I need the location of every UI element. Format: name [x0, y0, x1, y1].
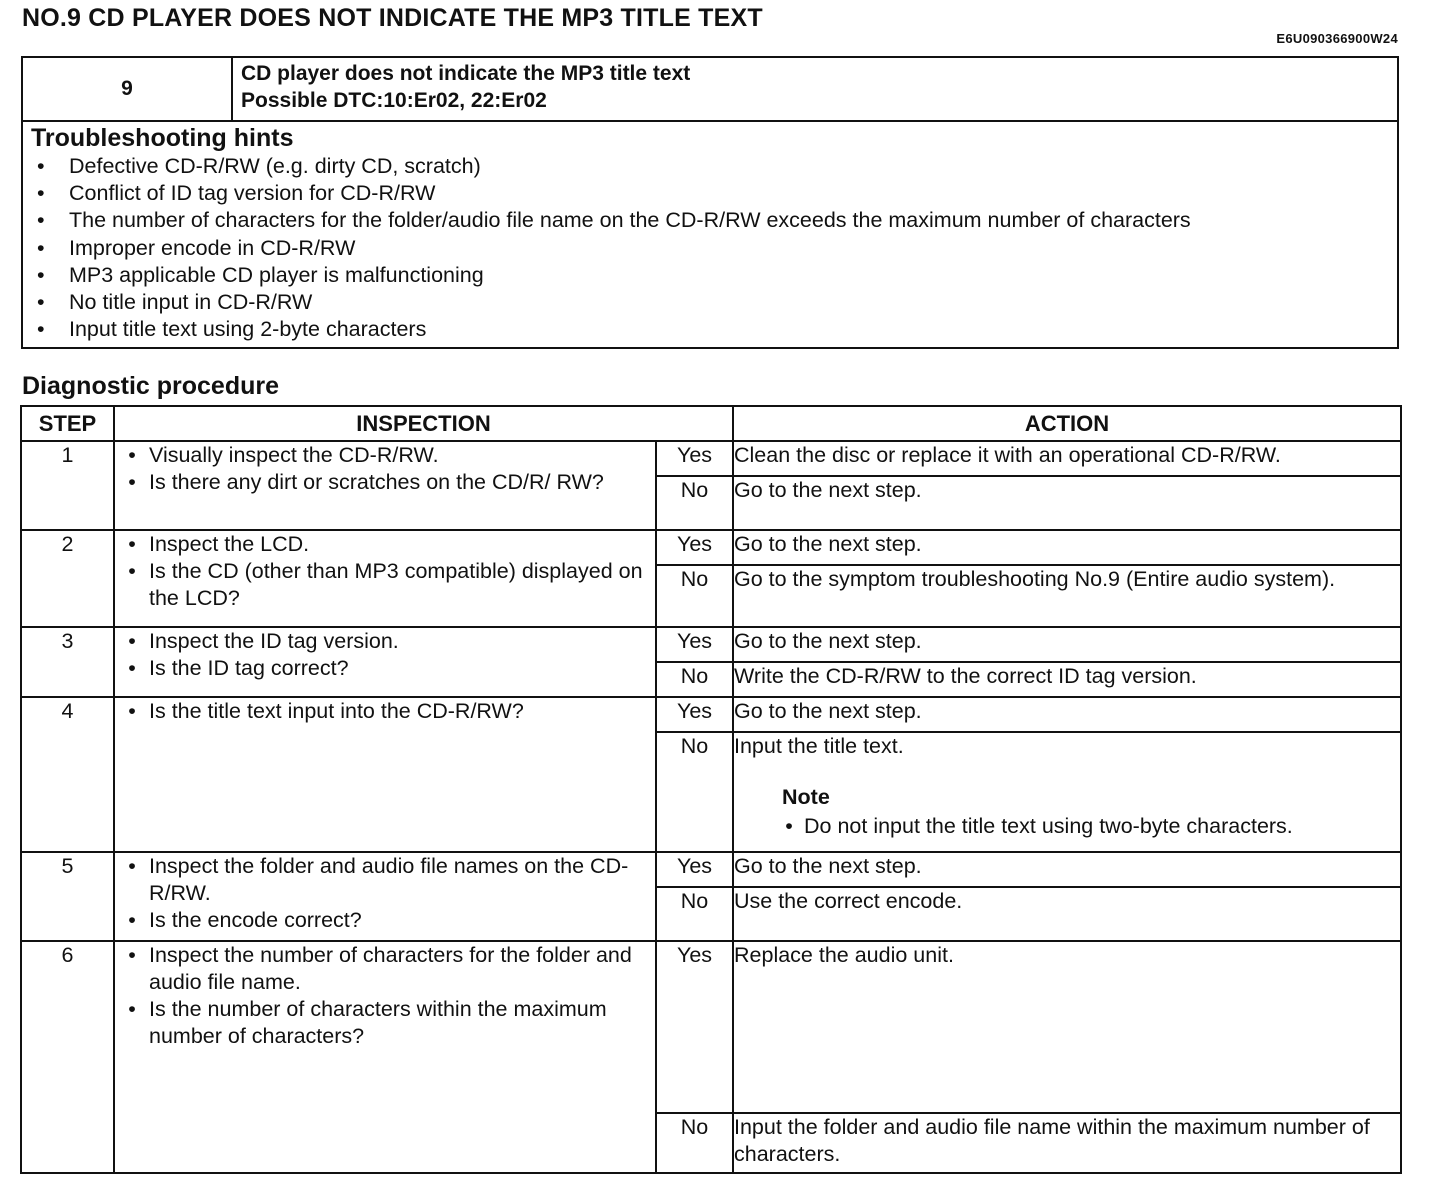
inspection-header: INSPECTION [114, 406, 733, 441]
hint-text: No title input in CD-R/RW [69, 290, 313, 315]
inspection-item [115, 469, 655, 496]
inspection-text: Is the number of characters within the maximum number of characters? [149, 997, 607, 1048]
note-item [774, 813, 1400, 840]
symptom-description-line: CD player does not indicate the MP3 title text [241, 62, 691, 85]
yes-label: Yes [656, 627, 733, 662]
table-row [21, 852, 1401, 887]
yes-label: Yes [656, 697, 733, 732]
inspection-cell [114, 627, 656, 697]
bullet-icon: • [37, 181, 45, 206]
yes-label: Yes [656, 941, 733, 1113]
no-label: No [656, 887, 733, 941]
inspection-item [115, 628, 655, 655]
bullet-icon: • [128, 443, 136, 467]
inspection-item [115, 442, 655, 469]
no-action: Input the folder and audio file name within the maximum number of characters. [733, 1113, 1401, 1173]
inspection-text: Is the title text input into the CD-R/RW? [149, 699, 524, 723]
no-label: No [656, 476, 733, 530]
inspection-item [115, 655, 655, 682]
no-label: No [656, 732, 733, 852]
bullet-icon: • [37, 208, 45, 233]
symptom-header [23, 58, 1397, 122]
diagnostic-table [20, 405, 1402, 1174]
step-number: 4 [21, 697, 114, 852]
step-header: STEP [21, 406, 114, 441]
table-row [21, 941, 1401, 1113]
yes-action: Go to the next step. [733, 852, 1401, 887]
bullet-icon: • [37, 235, 45, 260]
inspection-text: Inspect the LCD. [149, 532, 310, 556]
table-row [21, 627, 1401, 662]
symptom-description [233, 58, 698, 120]
inspection-item [115, 996, 655, 1050]
yes-label: Yes [656, 441, 733, 476]
inspection-cell [114, 441, 656, 530]
step-number: 5 [21, 852, 114, 941]
yes-label: Yes [656, 530, 733, 565]
hint-item [37, 316, 1397, 343]
no-label: No [656, 1113, 733, 1173]
yes-action: Clean the disc or replace it with an operational CD-R/RW. [733, 441, 1401, 476]
hint-text: The number of characters for the folder/audio file name on the CD-R/RW exceeds the maximum number of characters [69, 208, 1191, 233]
bullet-icon: • [128, 997, 136, 1021]
inspection-item [115, 853, 655, 907]
hint-item [37, 153, 1397, 180]
hint-item [37, 235, 1397, 262]
table-header-row [21, 406, 1401, 441]
inspection-item [115, 907, 655, 934]
step-number: 1 [21, 441, 114, 530]
bullet-icon: • [128, 470, 136, 494]
no-action: Input the title text. [734, 734, 904, 758]
bullet-icon: • [128, 943, 136, 967]
hint-text: Improper encode in CD-R/RW [69, 235, 356, 260]
inspection-text: Inspect the folder and audio file names on the CD-R/RW. [149, 854, 629, 905]
bullet-icon: • [37, 262, 45, 287]
bullet-icon: • [37, 317, 45, 342]
inspection-cell [114, 852, 656, 941]
hint-item [37, 289, 1397, 316]
yes-action: Go to the next step. [733, 530, 1401, 565]
table-row [21, 530, 1401, 565]
inspection-text: Is there any dirt or scratches on the CD/R/ RW? [149, 470, 604, 494]
no-label: No [656, 565, 733, 627]
troubleshooting-hints-title: Troubleshooting hints [31, 124, 294, 152]
yes-action: Go to the next step. [733, 627, 1401, 662]
inspection-item [115, 531, 655, 558]
inspection-item [115, 558, 655, 612]
no-action-cell [733, 732, 1401, 852]
hint-text: Defective CD-R/RW (e.g. dirty CD, scratch) [69, 154, 481, 178]
symptom-number: 9 [23, 58, 233, 120]
note-title: Note [782, 785, 830, 809]
inspection-text: Inspect the number of characters for the folder and audio file name. [149, 943, 632, 994]
hint-item [37, 207, 1397, 234]
bullet-icon: • [128, 559, 136, 583]
inspection-text: Is the CD (other than MP3 compatible) displayed on the LCD? [149, 559, 643, 610]
no-label: No [656, 662, 733, 697]
step-number: 6 [21, 941, 114, 1173]
no-action: Go to the next step. [733, 476, 1401, 530]
document-code: E6U090366900W24 [1276, 31, 1398, 46]
page-title: NO.9 CD PLAYER DOES NOT INDICATE THE MP3 TITLE TEXT [22, 4, 763, 32]
yes-action: Replace the audio unit. [733, 941, 1401, 1113]
bullet-icon: • [128, 532, 136, 556]
inspection-text: Is the encode correct? [149, 908, 362, 932]
step-number: 3 [21, 627, 114, 697]
hint-text: Input title text using 2-byte characters [69, 317, 427, 342]
bullet-icon: • [128, 908, 136, 932]
no-action: Write the CD-R/RW to the correct ID tag version. [733, 662, 1401, 697]
bullet-icon: • [37, 154, 45, 178]
table-row [21, 697, 1401, 732]
inspection-text: Inspect the ID tag version. [149, 629, 399, 653]
hint-item [37, 180, 1397, 207]
possible-dtc-line: Possible DTC:10:Er02, 22:Er02 [241, 89, 547, 112]
inspection-cell [114, 697, 656, 852]
bullet-icon: • [785, 814, 793, 838]
note-text: Do not input the title text using two-byte characters. [804, 814, 1293, 838]
bullet-icon: • [128, 629, 136, 653]
symptom-box [21, 56, 1399, 349]
action-header: ACTION [733, 406, 1401, 441]
diagnostic-procedure-title: Diagnostic procedure [22, 372, 279, 400]
inspection-cell [114, 530, 656, 627]
inspection-text: Is the ID tag correct? [149, 656, 349, 680]
yes-action: Go to the next step. [733, 697, 1401, 732]
no-action: Use the correct encode. [733, 887, 1401, 941]
bullet-icon: • [128, 699, 136, 723]
hint-text: Conflict of ID tag version for CD-R/RW [69, 181, 436, 206]
inspection-text: Visually inspect the CD-R/RW. [149, 443, 439, 467]
inspection-cell [114, 941, 656, 1173]
bullet-icon: • [37, 290, 45, 315]
table-row [21, 441, 1401, 476]
step-number: 2 [21, 530, 114, 627]
bullet-icon: • [128, 854, 136, 878]
yes-label: Yes [656, 852, 733, 887]
hint-item [37, 262, 1397, 289]
inspection-item [115, 698, 655, 725]
bullet-icon: • [128, 656, 136, 680]
troubleshooting-hints-list [23, 153, 1397, 343]
no-action: Go to the symptom troubleshooting No.9 (Entire audio system). [733, 565, 1401, 627]
inspection-item [115, 942, 655, 996]
hint-text: MP3 applicable CD player is malfunctioning [69, 262, 484, 287]
